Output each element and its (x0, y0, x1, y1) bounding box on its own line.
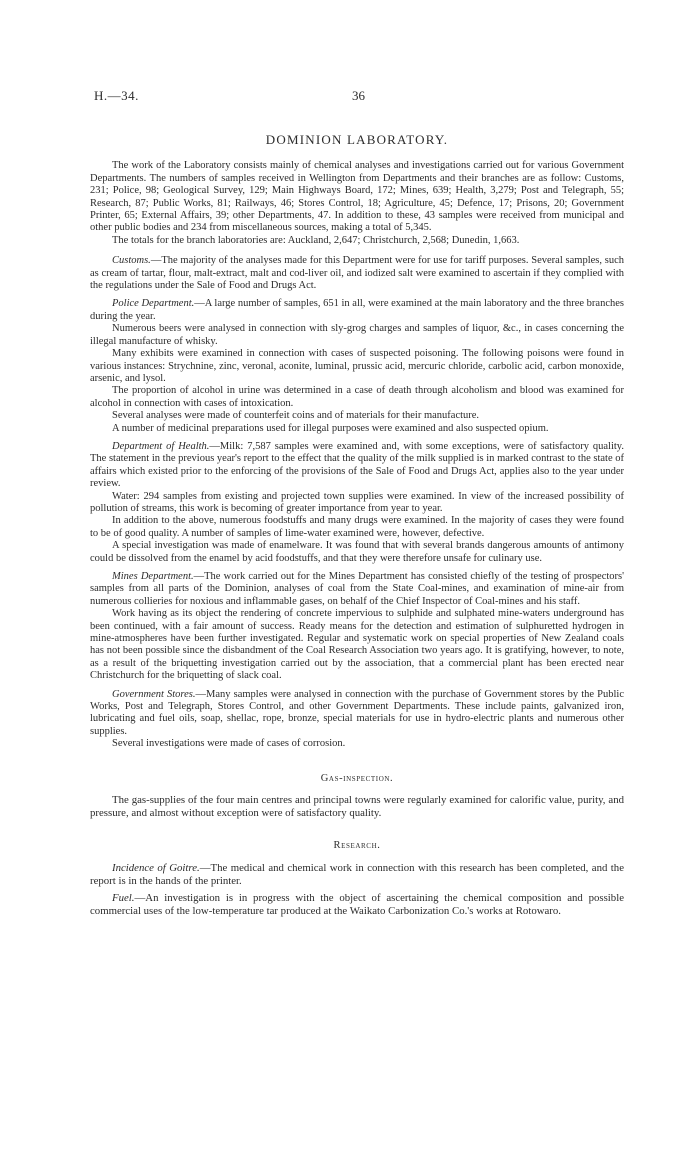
page-number: 36 (352, 88, 365, 103)
goitre-text: —The medical and chemical work in connection with this research has been completed, and the report is in the hands of the printer. (90, 861, 625, 887)
gas-inspection-paragraph: The gas-supplies of the four main centres and principal towns were regularly examined for calorific value, purity, and pressure, and almost without exception were of satisfactory quality. (90, 794, 624, 820)
fuel-text: —An investigation is in progress with the object of ascertaining the chemical composition and possible commercial uses of the low-temperature tar produced at the Waikato Carbonization Co.'s works at Rotowaro. (90, 891, 624, 917)
health-water-paragraph: Water: 294 samples from existing and projected town supplies were examined. In view of the increased possibility of pollution of streams, this work is becoming of greater importance from year to year. (90, 490, 624, 514)
customs-text: —The majority of the analyses made for this Department were for use for tariff purposes. Several samples, such as cream of tartar, flour, malt-extract, malt and cod-liver oil, and iodized salt were examined to ascertain if they complied with the regulations under the Sale of Food and Drugs Act. (90, 255, 624, 292)
stores-corrosion-paragraph: Several investigations were made of cases of corrosion. (112, 738, 346, 750)
fuel-paragraph (90, 892, 624, 918)
stores-text: —Many samples were analysed in connection with the purchase of Government stores by the Public Works, Post and Telegraph, Stores Control, and other Government Departments. These include paints, galvanized iron, lubricating and fuel oils, soap, shellac, rope, bronze, special materials for use in hydro-electric plants and numerous other supplies. (90, 688, 625, 737)
research-heading: Research. (333, 840, 381, 852)
health-enamelware-paragraph: A special investigation was made of enamelware. It was found that with several brands dangerous amounts of antimony could be dissolved from the enamel by acid foodstuffs, and that they were therefore unsafe for culinary use. (90, 540, 624, 564)
customs-section (90, 255, 624, 292)
health-milk-paragraph (90, 441, 624, 491)
fuel-lead: Fuel. (112, 891, 135, 904)
police-text: —A large number of samples, 651 in all, were examined at the main laboratory and the three branches during the year. (90, 298, 624, 322)
police-coins-paragraph: Several analyses were made of counterfeit coins and of materials for their manufacture. (112, 410, 480, 422)
mines-text: —The work carried out for the Mines Department has consisted chiefly of the testing of prospectors' samples from all parts of the Dominion, analyses of coal from the State Coal-mines, and examination of mine-air from numerous collieries for noxious and inflammable gases, on behalf of the Chief Inspector of Coal-mines and his staff. (90, 571, 624, 607)
stores-section (90, 689, 624, 751)
mines-paragraph (90, 571, 624, 608)
health-text: —Milk: 7,587 samples were examined and, with some exceptions, were of satisfactory quality. The statement in the previous year's report to the effect that the quality of the milk supplied is in marked contrast to the state of affairs which existed prior to the enforcing of the provisions of the Sale of Food and Drugs Act, applies also to the year under review. (90, 440, 624, 490)
running-head (94, 90, 624, 106)
police-poisons-paragraph: Many exhibits were examined in connection with cases of suspected poisoning. The following poisons were found in various instances: Strychnine, zinc, veronal, aconite, luminal, prussic acid, mercuric chloride, carbolic acid, carbon monoxide, arsenic, and lysol. (90, 348, 624, 384)
health-foodstuffs-paragraph: In addition to the above, numerous foodstuffs and many drugs were examined. In the majority of cases they were found to be of good quality. A number of samples of lime-water examined were, however, defective. (90, 515, 624, 539)
mines-lead: Mines Department. (112, 571, 194, 582)
police-paragraph (90, 298, 624, 323)
mines-concrete-paragraph: Work having as its object the rendering of concrete impervious to sulphide and sulphated mine-waters underground has been continued, with a fair amount of success. Ready means for the detection and estimation of sulphuretted hydrogen in mine-atmospheres have been further investigated. Regular and systematic work on special properties of New Zealand coals has not been possible since the disbandment of the Coal Research Association two years ago. It is gratifying, however, to note, as a result of the briquetting investigation carried out by the association, that a commercial plant has been erected near Christchurch for the briquetting of slack coal. (90, 608, 624, 682)
late-sections (90, 773, 624, 918)
branch-totals-paragraph: The totals for the branch laboratories are: Auckland, 2,647; Christchurch, 2,568; Dunedin, 1,663. (112, 234, 520, 246)
police-section (90, 298, 624, 434)
police-alcohol-paragraph: The proportion of alcohol in urine was determined in a case of death through alcoholism and blood was examined for alcohol in connection with cases of intoxication. (90, 385, 624, 409)
goitre-lead: Incidence of Goitre. (112, 861, 200, 874)
gas-inspection-heading: Gas-inspection. (320, 772, 394, 784)
police-lead: Police Department. (112, 298, 195, 310)
customs-paragraph (90, 255, 624, 292)
intro-section (90, 160, 624, 247)
police-beers-paragraph: Numerous beers were analysed in connection with sly-grog charges and samples of liquor, &c., in cases concerning the illegal manufacture of whisky. (90, 323, 624, 347)
customs-lead: Customs. (112, 255, 151, 267)
health-section (90, 441, 624, 565)
report-code: H.—34. (94, 88, 139, 103)
police-medicinal-paragraph: A number of medicinal preparations used for illegal purposes were examined and also suspected opium. (112, 422, 549, 434)
stores-paragraph (90, 689, 624, 739)
health-lead: Department of Health. (112, 440, 210, 452)
stores-lead: Government Stores. (112, 688, 196, 700)
goitre-paragraph (90, 862, 624, 888)
intro-paragraph: The work of the Laboratory consists mainly of chemical analyses and investigations carried out for various Government Departments. The numbers of samples received in Wellington from Departments and their branches are as follow: Customs, 231; Police, 98; Geological Survey, 129; Main Highways Board, 172; Mines, 639; Health, 3,279; Post and Telegraph, 55; Research, 87; Public Works, 81; Railways, 46; Stores Control, 18; Agriculture, 45; Defence, 17; Prisons, 20; Government Printer, 65; External Affairs, 39; other Departments, 47. In addition to these, 43 samples were received from municipal and other public bodies and 234 from miscellaneous sources, making a total of 5,345. (90, 160, 624, 234)
page-title: DOMINION LABORATORY. (265, 132, 449, 147)
mines-section (90, 571, 624, 683)
